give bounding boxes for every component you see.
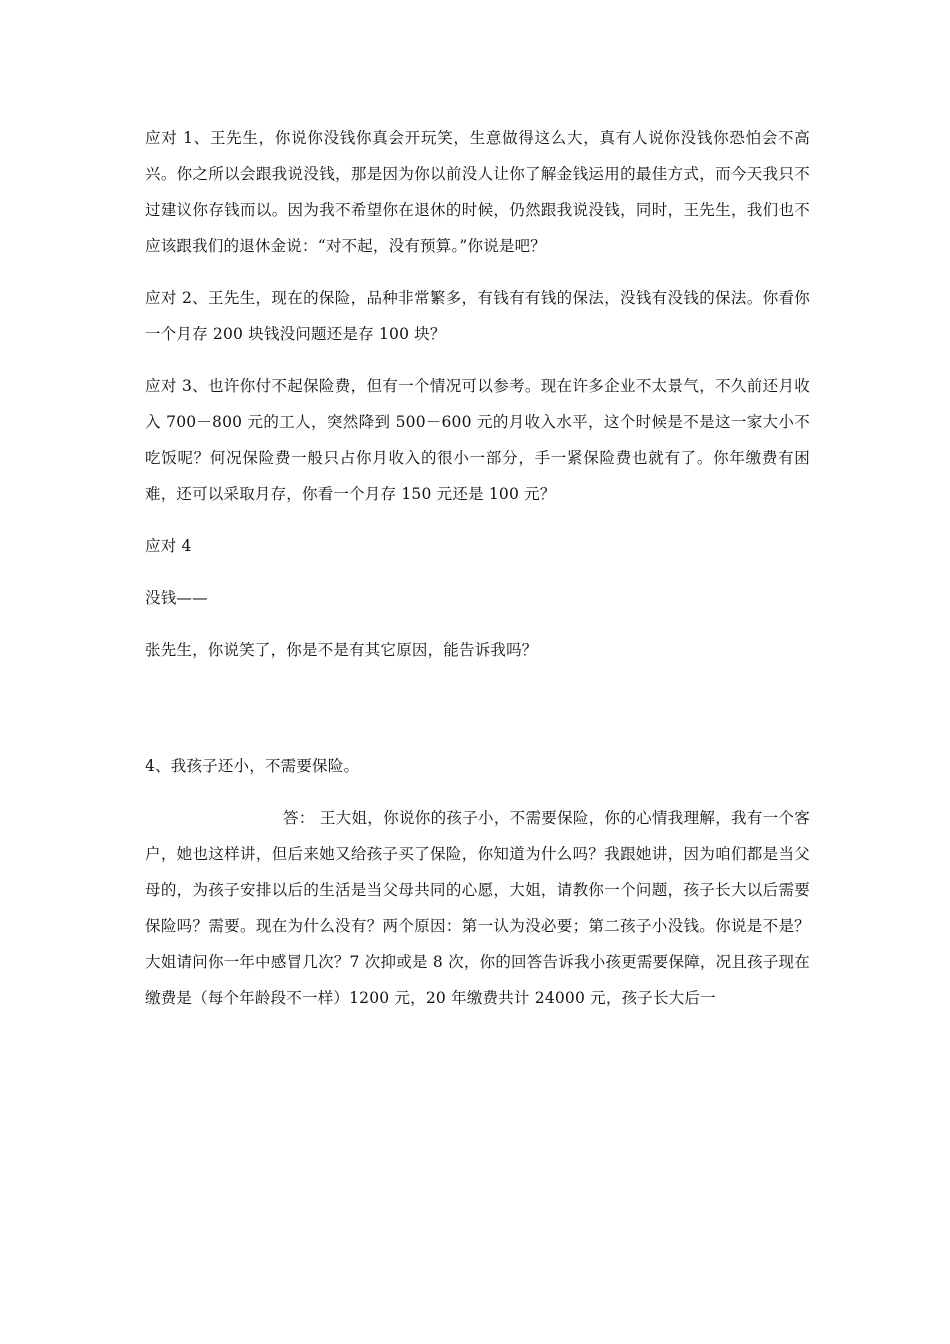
answer-paragraph: 答： 王大姐，你说你的孩子小，不需要保险，你的心情我理解，我有一个客户，她也这样讲，但后来她又给孩子买了保险，你知道为什么吗？我跟她讲，因为咱们都是当父母的，为孩子安排以后的生活是当父母共同的心愿，大姐，请教你一个问题，孩子长大以后需要保险吗？需要。现在为什么没有？两个原因：第一认为没必要；第二孩子小没钱。你说是不是？大姐请问你一年中感冒几次？7 次抑或是 8 次，你的回答告诉我小孩更需要保障，况且孩子现在缴费是（每个年龄段不一样）1200 元，20 年缴费共计 24000 元，孩子长大后一	[145, 809, 810, 1007]
response-1-paragraph: 应对 1、王先生，你说你没钱你真会开玩笑，生意做得这么大，真有人说你没钱你恐怕会不高兴。你之所以会跟我说没钱，那是因为你以前没人让你了解金钱运用的最佳方式，而今天我只不过建议你存钱而以。因为我不希望你在退休的时候，仍然跟我说没钱，同时，王先生，我们也不应该跟我们的退休金说：“对不起，没有预算。”你说是吧？	[145, 129, 810, 255]
document-body	[145, 120, 810, 1032]
response-2-paragraph: 应对 2、王先生，现在的保险，品种非常繁多，有钱有有钱的保法，没钱有没钱的保法。你看你一个月存 200 块钱没问题还是存 100 块？	[145, 289, 810, 343]
response-4-label: 应对 4	[145, 537, 192, 555]
response-3-paragraph: 应对 3、也许你付不起保险费，但有一个情况可以参考。现在许多企业不太景气，不久前还月收入 700－800 元的工人，突然降到 500－600 元的月收入水平，这个时候是不是这一家大小不吃饭呢？何况保险费一般只占你月收入的很小一部分，手一紧保险费也就有了。你年缴费有困难，还可以采取月存，你看一个月存 150 元还是 100 元？	[145, 377, 810, 503]
response-4-paragraph: 张先生，你说笑了，你是不是有其它原因，能告诉我吗？	[145, 641, 538, 659]
no-money-label: 没钱——	[145, 589, 208, 607]
section-spacer	[145, 684, 810, 748]
section-heading: 4、我孩子还小，不需要保险。	[145, 757, 360, 775]
